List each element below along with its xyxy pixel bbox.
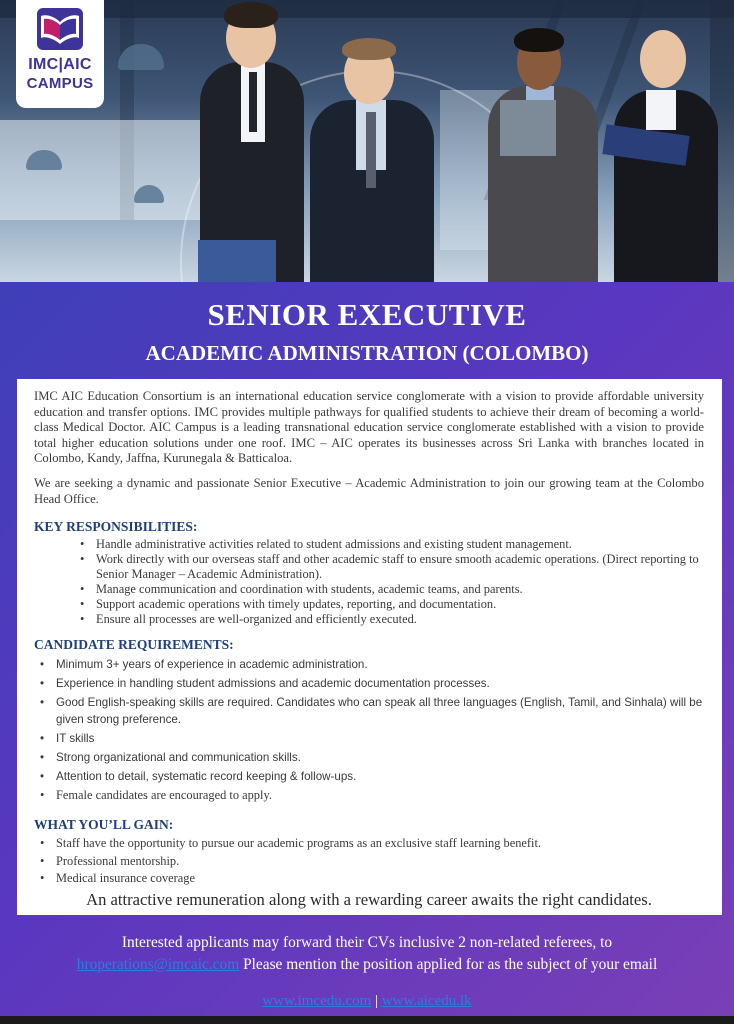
responsibilities-heading: KEY RESPONSIBILITIES: xyxy=(34,519,198,535)
list-item: • Attention to detail, systematic record keeping & follow-ups. xyxy=(56,767,704,786)
list-item: • Manage communication and coordination with students, academic teams, and parents. xyxy=(96,582,704,597)
list-item: • Handle administrative activities related to student admissions and existing student management. xyxy=(96,537,704,552)
requirements-list xyxy=(34,655,704,805)
list-item: • IT skills xyxy=(56,729,704,748)
list-item: • Female candidates are encouraged to apply. xyxy=(56,786,704,805)
responsibilities-list xyxy=(34,537,704,627)
list-item: • Work directly with our overseas staff and other academic staff to ensure smooth academic operations. (Direct reporting to Senior Manager – Academic Administration). xyxy=(96,552,704,582)
list-item: • Support academic operations with timely updates, reporting, and documentation. xyxy=(96,597,704,612)
list-item: • Experience in handling student admissions and academic documentation processes. xyxy=(56,674,704,693)
intro-paragraph-1: IMC AIC Education Consortium is an international education service conglomerate with a vision to provide affordable university education and transfer options. IMC provides multiple pathways for qualified students to achieve their dream of becoming a world-class Medical Doctor. AIC Campus is a leading transnational education service conglomerate established with a vision to provide total higher education solutions under one roof. IMC – AIC operates its businesses across Sri Lanka with branches located in Colombo, Kandy, Jaffna, Kurunegala & Batticaloa. xyxy=(34,389,704,466)
job-description-card xyxy=(17,379,722,915)
open-book-icon xyxy=(37,8,83,50)
website-link-aicedu[interactable]: www.aicedu.lk xyxy=(381,993,472,1009)
list-item: • Medical insurance coverage xyxy=(56,870,704,888)
list-item: • Staff have the opportunity to pursue our academic programs as an exclusive staff learning benefit. xyxy=(56,835,704,853)
remuneration-tagline: An attractive remuneration along with a rewarding career awaits the right candidates. xyxy=(86,889,652,909)
website-links xyxy=(0,993,734,1010)
apply-instructions-rest: Please mention the position applied for as the subject of your email xyxy=(239,956,658,973)
list-item: • Professional mentorship. xyxy=(56,853,704,871)
link-separator: | xyxy=(371,993,382,1009)
list-item: • Minimum 3+ years of experience in academic administration. xyxy=(56,655,704,674)
list-item: • Ensure all processes are well-organized and efficiently executed. xyxy=(96,612,704,627)
logo-line-2: CAMPUS xyxy=(26,75,94,92)
list-item: • Good English-speaking skills are required. Candidates who can speak all three languages (English, Tamil, and Sinhala) will be given strong preference. xyxy=(56,693,704,729)
campus-logo xyxy=(16,0,104,108)
email-link[interactable]: hroperations@imcaic.com xyxy=(76,956,240,973)
page-title: SENIOR EXECUTIVE xyxy=(207,297,527,332)
apply-instructions-line-1: Interested applicants may forward their CVs inclusive 2 non-related referees, to xyxy=(121,934,613,951)
logo-line-1: IMC|AIC xyxy=(28,56,92,73)
page-subtitle: ACADEMIC ADMINISTRATION (COLOMBO) xyxy=(145,341,589,365)
gains-heading: WHAT YOU’LL GAIN: xyxy=(34,817,174,833)
list-item: • Strong organizational and communication skills. xyxy=(56,748,704,767)
gains-list xyxy=(34,835,704,888)
requirements-heading: CANDIDATE REQUIREMENTS: xyxy=(34,637,234,653)
bottom-bar xyxy=(0,1016,734,1024)
apply-instructions-line-2 xyxy=(0,956,734,974)
hero-photo xyxy=(0,0,734,282)
intro-paragraph-2: We are seeking a dynamic and passionate Senior Executive – Academic Administration to join our growing team at the Colombo Head Office. xyxy=(34,475,704,506)
website-link-imcedu[interactable]: www.imcedu.com xyxy=(262,993,372,1009)
